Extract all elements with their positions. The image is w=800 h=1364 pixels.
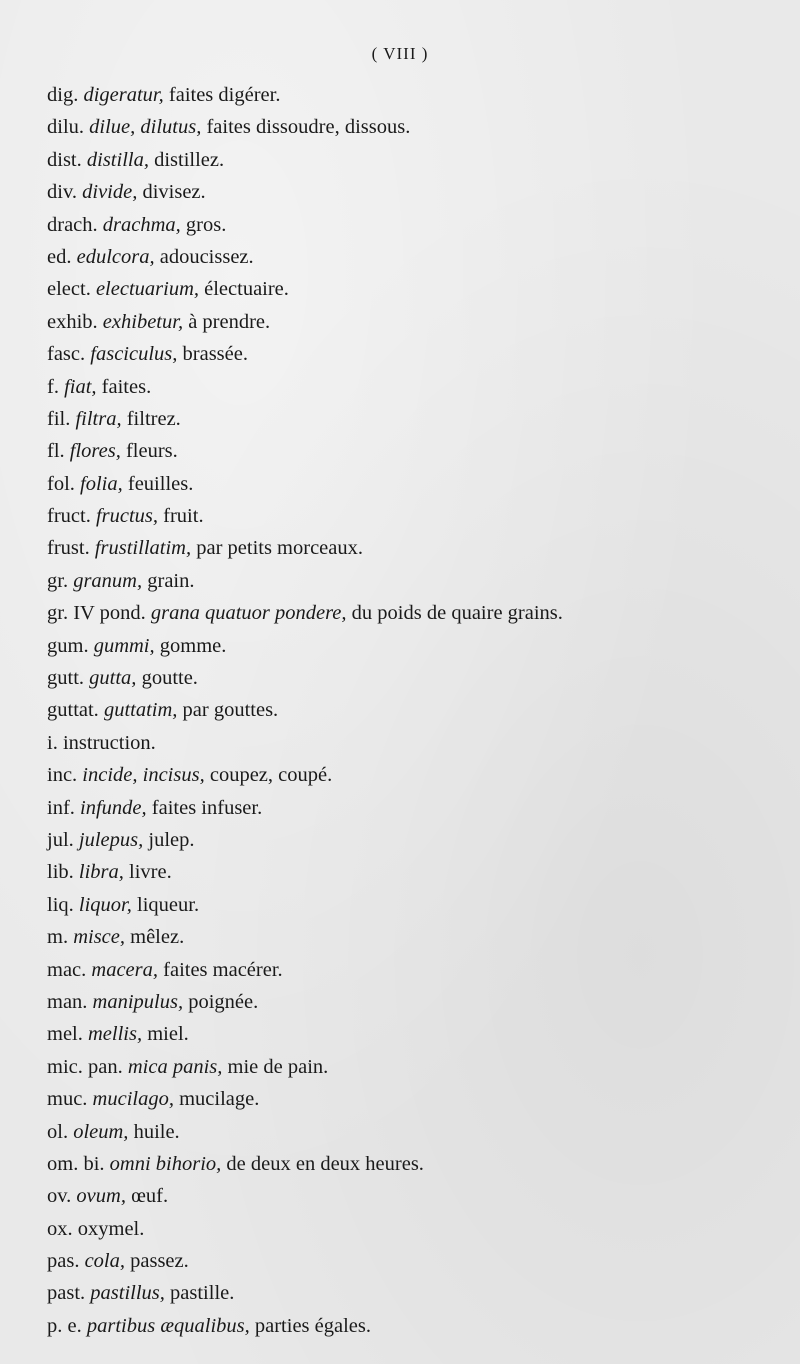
entry-latin-term: mica panis,	[127, 1055, 223, 1078]
entry-latin-term: distilla,	[86, 148, 149, 171]
entry-french-meaning: pastille.	[170, 1282, 235, 1305]
abbreviation-entry	[47, 1213, 797, 1245]
entry-latin-term: omni bihorio,	[109, 1152, 222, 1175]
entry-latin-term: misce,	[73, 926, 126, 949]
entry-latin-term: ovum,	[76, 1185, 126, 1208]
entry-latin-term: filtra,	[75, 407, 122, 430]
entry-french-meaning: du poids de quaire grains.	[351, 602, 563, 625]
entry-abbreviation: inc.	[47, 764, 78, 787]
abbreviation-entry	[47, 954, 797, 986]
entry-french-meaning: huile.	[133, 1120, 180, 1143]
entry-french-meaning: feuilles.	[127, 472, 194, 495]
entry-abbreviation: muc.	[47, 1088, 88, 1111]
entry-french-meaning: faites macérer.	[163, 958, 283, 981]
abbreviation-entry	[47, 532, 797, 564]
entry-abbreviation: f.	[47, 375, 59, 398]
entry-latin-term: flores,	[69, 440, 121, 463]
entry-latin-term: grana quatuor pondere,	[150, 602, 347, 625]
entry-latin-term: julepus,	[78, 828, 144, 851]
entry-french-meaning: gros.	[185, 213, 227, 236]
entry-abbreviation: mic. pan.	[47, 1055, 123, 1078]
abbreviation-entry	[47, 1310, 797, 1342]
abbreviation-entry	[47, 727, 797, 759]
entry-french-meaning: distillez.	[154, 148, 225, 171]
entry-french-meaning: mucilage.	[179, 1088, 260, 1111]
entry-abbreviation: elect.	[47, 278, 91, 301]
entry-abbreviation: gr.	[47, 569, 69, 592]
entry-french-meaning: électuaire.	[204, 278, 289, 301]
entry-french-meaning: parties égales.	[254, 1314, 371, 1337]
abbreviation-entry	[47, 371, 797, 403]
entry-abbreviation: fasc.	[47, 343, 86, 366]
entry-latin-term: manipulus,	[92, 990, 184, 1013]
entry-french-meaning: faites.	[101, 375, 152, 398]
entry-abbreviation: gr. IV pond.	[47, 602, 146, 625]
entry-abbreviation: om. bi.	[47, 1152, 105, 1175]
entry-abbreviation: ox.	[47, 1217, 73, 1240]
entry-french-meaning: à prendre.	[188, 310, 271, 333]
entry-abbreviation: fruct.	[47, 505, 91, 528]
abbreviation-entry	[47, 792, 797, 824]
abbreviation-entry	[47, 500, 797, 532]
entry-french-meaning: fleurs.	[125, 440, 178, 463]
entry-french-meaning: gomme.	[159, 634, 227, 657]
abbreviation-entry	[47, 435, 797, 467]
abbreviation-entry	[47, 986, 797, 1018]
entry-french-meaning: julep.	[148, 828, 195, 851]
entry-latin-term: cola,	[84, 1250, 125, 1273]
entry-abbreviation: exhib.	[47, 310, 98, 333]
abbreviation-entry	[47, 889, 797, 921]
entry-abbreviation: pas.	[47, 1250, 80, 1273]
entry-latin-term: partibus æqualibus,	[86, 1314, 250, 1337]
entry-french-meaning: divisez.	[142, 181, 206, 204]
entry-french-meaning: adoucissez.	[159, 245, 254, 268]
abbreviation-entry	[47, 597, 797, 629]
abbreviation-entry	[47, 1245, 797, 1277]
entry-french-meaning: coupez, coupé.	[209, 764, 333, 787]
entry-latin-term: fiat,	[64, 375, 97, 398]
abbreviation-entry	[47, 1051, 797, 1083]
entry-french-meaning: fruit.	[163, 505, 204, 528]
abbreviation-list	[47, 79, 797, 1342]
abbreviation-entry	[47, 209, 797, 241]
entry-latin-term: mucilago,	[92, 1088, 174, 1111]
abbreviation-entry	[47, 1277, 797, 1309]
abbreviation-entry	[47, 565, 797, 597]
abbreviation-entry	[47, 824, 797, 856]
entry-abbreviation: guttat.	[47, 699, 99, 722]
entry-latin-term: gummi,	[93, 634, 155, 657]
entry-french-meaning: par gouttes.	[182, 699, 279, 722]
entry-abbreviation: drach.	[47, 213, 98, 236]
entry-latin-term: oleum,	[73, 1120, 129, 1143]
abbreviation-entry	[47, 1148, 797, 1180]
abbreviation-entry	[47, 273, 797, 305]
entry-latin-term: digeratur,	[83, 84, 164, 106]
abbreviation-entry	[47, 111, 797, 143]
entry-french-meaning: poignée.	[188, 990, 259, 1013]
abbreviation-entry	[47, 1180, 797, 1212]
entry-abbreviation: frust.	[47, 537, 90, 560]
entry-latin-term: edulcora,	[76, 245, 155, 268]
entry-latin-term: gutta,	[89, 667, 137, 690]
entry-abbreviation: mac.	[47, 958, 87, 981]
entry-french-meaning: passez.	[130, 1250, 189, 1273]
entry-french-meaning: mie de pain.	[227, 1055, 329, 1078]
entry-abbreviation: liq.	[47, 893, 74, 916]
entry-latin-term: libra,	[78, 861, 124, 884]
entry-french-meaning: de deux en deux heures.	[226, 1152, 424, 1175]
entry-latin-term: guttatim,	[103, 699, 178, 722]
entry-french-meaning: faites dissoudre, dissous.	[206, 116, 411, 139]
entry-abbreviation: dig.	[47, 84, 79, 106]
abbreviation-entry	[47, 176, 797, 208]
entry-latin-term: frustillatim,	[94, 537, 192, 560]
entry-latin-term: mellis,	[88, 1023, 143, 1046]
entry-latin-term: liquor,	[78, 893, 132, 916]
entry-abbreviation: man.	[47, 990, 88, 1013]
entry-latin-term: exhibetur,	[102, 310, 184, 333]
abbreviation-entry	[47, 144, 797, 176]
abbreviation-entry	[47, 79, 797, 111]
abbreviation-entry	[47, 1018, 797, 1050]
abbreviation-entry	[47, 1083, 797, 1115]
page-number: ( VIII )	[371, 44, 429, 63]
entry-french-meaning: livre.	[129, 861, 172, 884]
entry-abbreviation: mel.	[47, 1023, 83, 1046]
entry-abbreviation: lib.	[47, 861, 74, 884]
abbreviation-entry	[47, 338, 797, 370]
entry-abbreviation: ov.	[47, 1185, 72, 1208]
entry-latin-term: macera,	[91, 958, 159, 981]
entry-french-meaning: goutte.	[141, 667, 198, 690]
entry-abbreviation: past.	[47, 1282, 86, 1305]
entry-french-meaning: brassée.	[182, 343, 248, 366]
abbreviation-entry	[47, 468, 797, 500]
entry-latin-term: dilue, dilutus,	[89, 116, 202, 139]
abbreviation-entry	[47, 662, 797, 694]
abbreviation-entry	[47, 856, 797, 888]
abbreviation-entry	[47, 759, 797, 791]
entry-abbreviation: inf.	[47, 796, 75, 819]
entry-abbreviation: ed.	[47, 245, 72, 268]
entry-abbreviation: i.	[47, 731, 58, 754]
entry-french-meaning: instruction.	[62, 731, 156, 754]
entry-french-meaning: miel.	[147, 1023, 189, 1046]
entry-french-meaning: par petits morceaux.	[196, 537, 364, 560]
entry-french-meaning: liqueur.	[137, 893, 200, 916]
entry-french-meaning: oxymel.	[77, 1217, 145, 1240]
entry-latin-term: divide,	[82, 181, 138, 204]
entry-latin-term: granum,	[73, 569, 143, 592]
entry-abbreviation: fl.	[47, 440, 65, 463]
entry-abbreviation: dist.	[47, 148, 82, 171]
entry-abbreviation: dilu.	[47, 116, 85, 139]
entry-abbreviation: div.	[47, 181, 77, 204]
abbreviation-entry	[47, 241, 797, 273]
entry-latin-term: pastillus,	[90, 1282, 165, 1305]
entry-french-meaning: faites infuser.	[151, 796, 263, 819]
abbreviation-entry	[47, 1116, 797, 1148]
entry-abbreviation: m.	[47, 926, 69, 949]
entry-french-meaning: filtrez.	[126, 407, 181, 430]
entry-french-meaning: grain.	[147, 569, 195, 592]
entry-latin-term: fructus,	[95, 505, 159, 528]
entry-abbreviation: p. e.	[47, 1314, 82, 1337]
entry-abbreviation: gum.	[47, 634, 89, 657]
entry-abbreviation: fil.	[47, 407, 71, 430]
entry-french-meaning: œuf.	[131, 1185, 169, 1208]
entry-french-meaning: faites digérer.	[168, 84, 281, 106]
abbreviation-entry	[47, 306, 797, 338]
abbreviation-entry	[47, 630, 797, 662]
entry-latin-term: fasciculus,	[90, 343, 178, 366]
entry-latin-term: electuarium,	[95, 278, 199, 301]
entry-abbreviation: ol.	[47, 1120, 69, 1143]
entry-latin-term: drachma,	[102, 213, 181, 236]
abbreviation-entry	[47, 403, 797, 435]
entry-latin-term: folia,	[80, 472, 123, 495]
entry-latin-term: incide, incisus,	[82, 764, 205, 787]
entry-abbreviation: gutt.	[47, 667, 85, 690]
abbreviation-entry	[47, 694, 797, 726]
entry-french-meaning: mêlez.	[130, 926, 185, 949]
entry-abbreviation: fol.	[47, 472, 75, 495]
entry-latin-term: infunde,	[80, 796, 147, 819]
abbreviation-entry	[47, 921, 797, 953]
entry-abbreviation: jul.	[47, 828, 74, 851]
